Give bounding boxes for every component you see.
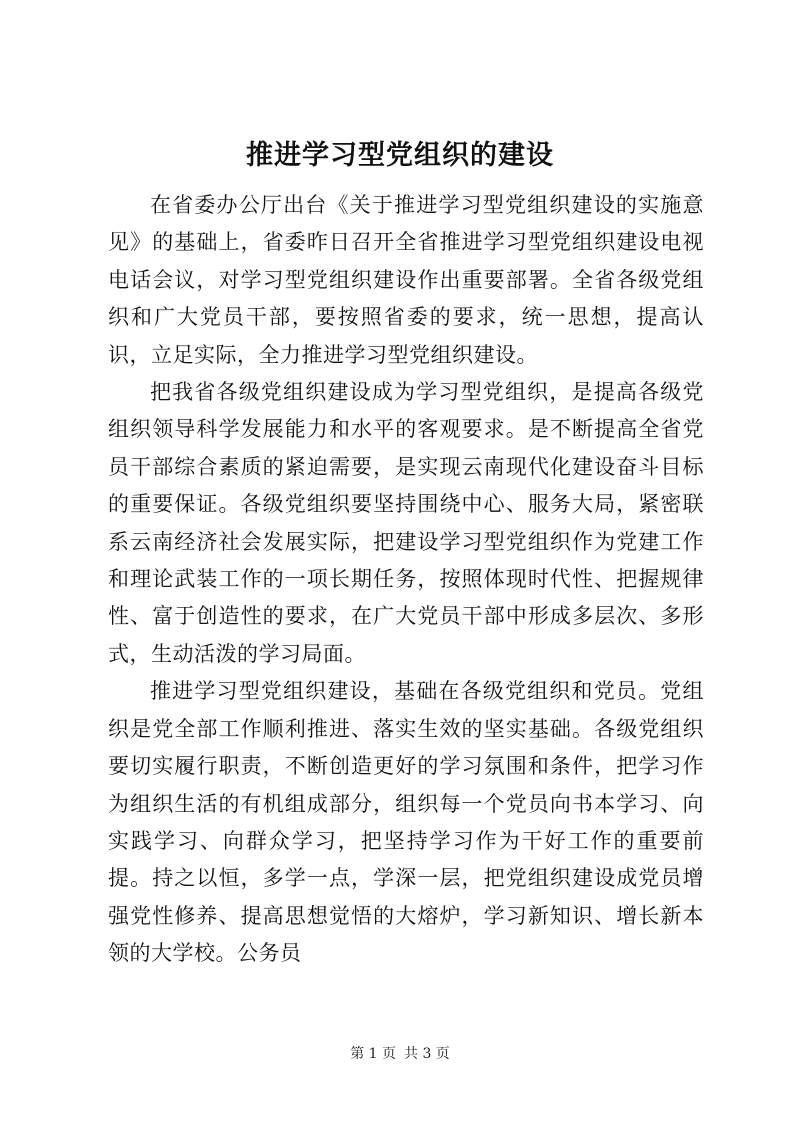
paragraph-3: 推进学习型党组织建设，基础在各级党组织和党员。党组织是党全部工作顺利推进、落实生效的坚实基础。各级党组织要切实履行职责，不断创造更好的学习氛围和条件，把学习作为组织生活的有机组成部分，组织每一个党员向书本学习、向实践学习、向群众学习，把坚持学习作为干好工作的重要前提。持之以恒，多学一点，学深一层，把党组织建设成党员增强党性修养、提高思想觉悟的大熔炉，学习新知识、增长新本领的大学校。公务员 [108,679,704,966]
paragraph-2: 把我省各级党组织建设成为学习型党组织，是提高各级党组织领导科学发展能力和水平的客观要求。是不断提高全省党员干部综合素质的紧迫需要，是实现云南现代化建设奋斗目标的重要保证。各级党组织要坚持围绕中心、服务大局，紧密联系云南经济社会发展实际，把建设学习型党组织作为党建工作和理论武装工作的一项长期任务，按照体现时代性、把握规律性、富于创造性的要求，在广大党员干部中形成多层次、多形式，生动活泼的学习局面。 [108,380,704,666]
page-title: 推进学习型党组织的建设 [246,140,554,171]
page-footer [0,1044,800,1064]
page-total: 共 3 页 [404,1046,450,1062]
paragraph-1: 在省委办公厅出台《关于推进学习型党组织建设的实施意见》的基础上，省委昨日召开全省推进学习型党组织建设电视电话会议，对学习型党组织建设作出重要部署。全省各级党组织和广大党员干部，要按照省委的要求，统一思想，提高认识，立足实际，全力推进学习型党组织建设。 [108,193,704,367]
document-body [108,187,704,973]
page-number: 第 1 页 [350,1046,396,1062]
